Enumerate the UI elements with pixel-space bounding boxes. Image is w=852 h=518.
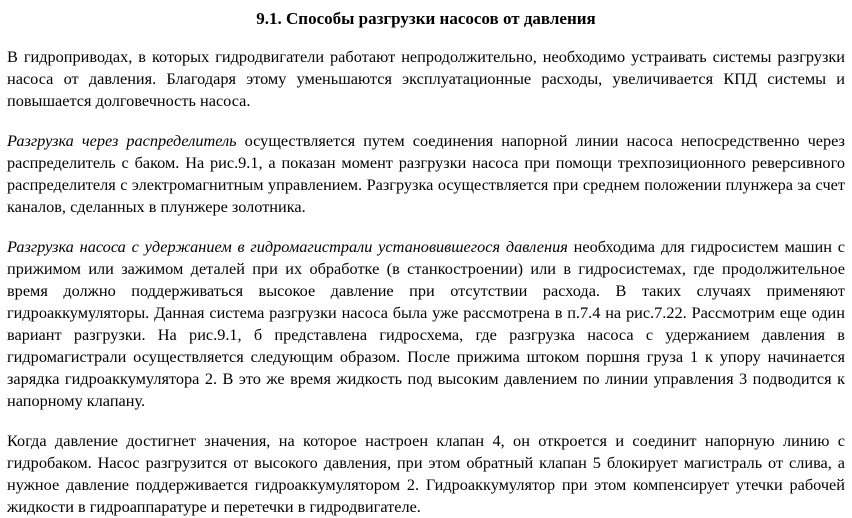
paragraph-valve-operation (7, 430, 845, 518)
section-title: 9.1. Способы разгрузки насосов от давления (256, 9, 596, 28)
paragraph-text: осуществляется путем соединения напорной линии насоса непосредственно через распределитель с баком. На рис.9.1, а показан момент разгрузки насоса при помощи трехпозиционного реверсивного распределителя с электромагнитным управлением. Разгрузка осуществляется при среднем положении плунжера за счет каналов, сделанных в плунжере золотника. (7, 131, 845, 216)
paragraph-intro (7, 46, 845, 112)
paragraph-text: Когда давление достигнет значения, на которое настроен клапан 4, он откроется и соединит напорную линию с гидробаком. Насос разгрузится от высокого давления, при этом обратный клапан 5 блокирует магистраль от слива, а нужное давление поддерживается гидроаккумулятором 2. Гидроаккумулятор при этом компенсирует утечки рабочей жидкости в гидроаппаратуре и перетечки в гидродвигателе. (7, 431, 845, 516)
paragraph-distributor-unloading (7, 130, 845, 218)
paragraph-text: В гидроприводах, в которых гидродвигатели работают непродолжительно, необходимо устраивать системы разгрузки насоса от давления. Благодаря этому уменьшаются эксплуатационные расходы, увеличивается КПД системы и повышается долговечность насоса. (7, 47, 845, 110)
paragraph-lead-italic: Разгрузка через распределитель (7, 131, 237, 150)
paragraph-pressure-holding-unloading (7, 236, 845, 412)
paragraph-text: необходима для гидросистем машин с прижимом или зажимом деталей при их обработке (в станкостроении) или в гидросистемах, где продолжительное время должно поддерживаться высокое давление при отсутствии расхода. В таких случаях применяют гидроаккумуляторы. Данная система разгрузки насоса была уже рассмотрена в п.7.4 на рис.7.22. Рассмотрим еще один вариант разгрузки. На рис.9.1, б представлена гидросхема, где разгрузка насоса с удержанием давления в гидромагистрали осуществляется следующим образом. После прижима штоком поршня груза 1 к упору начинается зарядка гидроаккумулятора 2. В это же время жидкость под высоким давлением по линии управления 3 подводится к напорному клапану. (7, 237, 845, 410)
paragraph-lead-italic: Разгрузка насоса с удержанием в гидромагистрали установившегося давления (7, 237, 568, 256)
